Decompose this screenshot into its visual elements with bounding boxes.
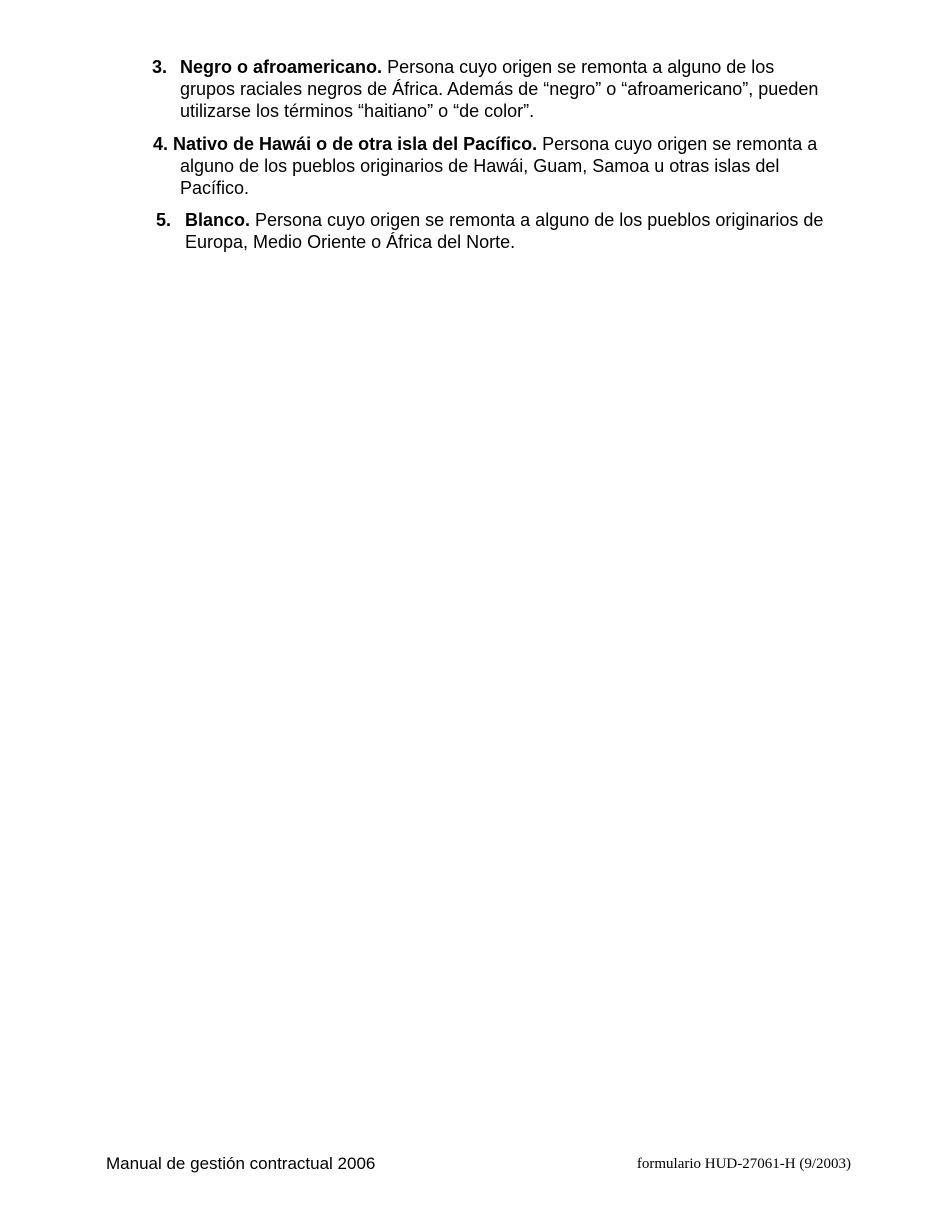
item-text: Persona cuyo origen se remonta a [537,134,818,154]
item-text: alguno de los pueblos originarios de Hawái, Guam, Samoa u otras islas del [180,156,780,176]
item-text: utilizarse los términos “haitiano” o “de color”. [180,101,535,121]
item-text: Persona cuyo origen se remonta a alguno de los pueblos originarios de [250,210,824,230]
item-text: Pacífico. [180,178,250,198]
item-first-line [180,56,818,78]
list-item-5 [156,209,823,253]
item-number: 3. [152,57,168,77]
item-body [185,209,823,253]
item-body [180,56,818,122]
item-lead: Negro o afroamericano. [180,57,383,77]
list-item-4 [153,133,817,199]
item-number: 4. [153,134,169,154]
item-number: 5. [156,210,172,230]
list-item-3 [152,56,818,122]
footer-form-number: formulario HUD-27061-H (9/2003) [636,1156,851,1172]
item-first-line [153,133,817,155]
item-text: grupos raciales negros de África. Además de “negro” o “afroamericano”, pueden [180,79,819,99]
item-text: Persona cuyo origen se remonta a alguno de los [382,57,775,77]
item-lead: Nativo de Hawái o de otra isla del Pacífico. [173,134,538,154]
item-first-line [185,209,823,231]
item-text: Europa, Medio Oriente o África del Norte. [185,232,516,252]
item-lead: Blanco. [185,210,251,230]
footer-manual-title: Manual de gestión contractual 2006 [106,1154,376,1173]
